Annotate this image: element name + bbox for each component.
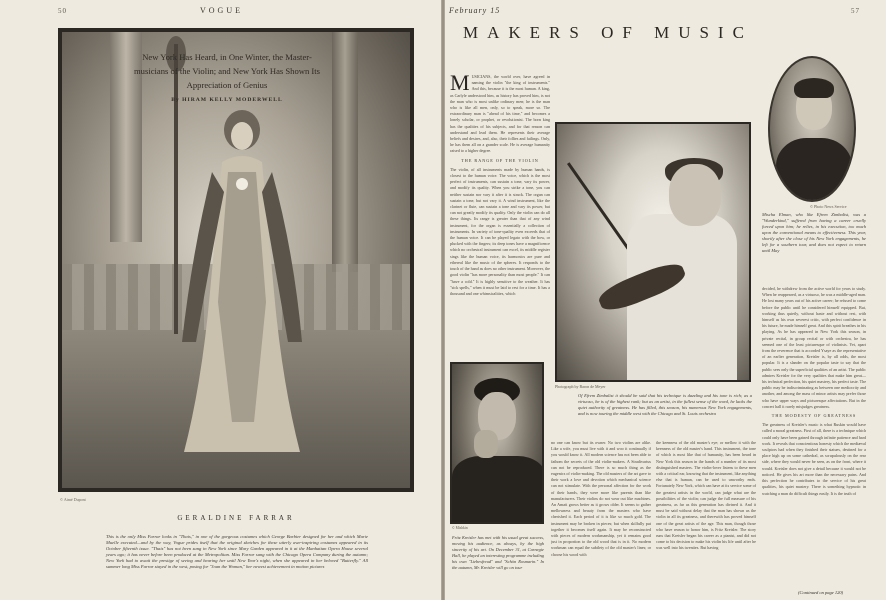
column-2-text: no one can know but its owner. No two violins are alike. Like a wife, you must live with it and woo it continually if you would know it. All modern science has not been able to fathom the secrets of the old violin-makers. A Stradivarius can not be reproduced. There is so much thing as the eugenics of violin-making. The old masters of the art gave to their work a love and devotion which mechanical science can not stimulate. With the personal affection for the work of their hands, they were more like parents than like manufacturers. Their violins do not wear out like machines. An Amati grows better as it grows older. It seems to gather mellowness and beauty from the masters who have cherished it. Each period of it is like so much gold. The instrument may be broken in pieces; but when skilfully put together it becomes itself again. It may be reconstructed with pieces of modern workmanship, yet it remains good just in proportion to the old wood that is in it. No modern workman can equal the subtlety of the old master's lines; or choose his wood with — [551, 440, 651, 557]
subhead-modesty-of-greatness: THE MODESTY OF GREATNESS — [771, 413, 857, 419]
byline: By HIRAM KELLY MODERWELL — [171, 97, 283, 103]
headline: MAKERS OF MUSIC — [463, 23, 753, 42]
deck: New York Has Heard, in One Winter, the Master-musicians of the Violin; and New York Has Shown Its Appreciation of Genius — [134, 52, 320, 90]
column-3-text: the keenness of the old master's eye; or mellow it with the keenness of the old master's hand. This instrument, the tone of which is most like that of humanity, has been heard in New York this season in the hands of a number of its most distinguished masters. The violin-lover listens to these men with a critical ear, knowing that the instrument, like anything else that is human, can be used to unworthy ends. Fortunately New York, which can have at its service some of the greatest artists in the world, can judge what are the possibilities of the violin; can judge the full measure of his greatness, as far as this generation has divined it. And it must be said without delay that the man has shown us the violin in all its greatness, and therewith has proved himself one of the great artists of the age. This man, though those who have reason to honor him, is Fritz Kreisler. The story runs that Kreisler began his career as a pianist, and did not come to his decision to make his violin his life until after he was well into his twenties. But having — [656, 440, 756, 551]
page-number-left: 50 — [58, 7, 67, 15]
article-column-4 — [762, 286, 866, 588]
costumed-figure — [182, 92, 302, 462]
column-1-text: USICIANS, the world over, have agreed in naming the violin "the king of instruments." And this, because it is the most human. A king, as Carlyle understood him, as history has proved him, is not the man who is most unlike ordinary men; he is the man who is like all men, only, so to speak, more so. The extraordinary man is "ahead of his time," and becomes a lonely scholar, or prophet, or revolutionist. The born king has the qualities of his subjects, and for that reason can understand and lead them. He represents their average beliefs and desires, and, also, their follies and failings. Only, he has them all on a grander scale. He is average humanity raised to a higher degree. — [450, 74, 550, 154]
oval-photo-credit: © Photo News Service — [810, 204, 847, 209]
column-1-text-2: The violin, of all instruments made by human hands, is closest to the human voice. The voice, which is the most perfect of instruments, can sustain a tone, vary its power, and modify its quality. When you strike a tone, you can neither sustain nor vary it after it is struck. The organ can sustain a tone, but not vary it. A wind instrument, like the clarinet or flute, can sustain a tone and vary its power, but can not greatly modify its quality. Only the violin can do all these things. Its range is greater than that of any wind instrument, for the organ is essentially a collection of instruments. In variety of tone-quality even exceeds that of the human voice. It can be played legato with the bow, or plucked with the fingers; its deep tones have a magnificence which no orchestral instrument can excel, its middle register sings like the human voice, its harmonics are pure and ethereal like the music of the spheres. It responds to the touch of the hand as does no other instrument. Moreover, the good violin "has more personality than most people." It can "have a cold." It is highly sensitive to the weather. It has "sick spells," when it must be laid to rest for a time. It has a thousand and one whimsicalities, which — [450, 166, 550, 296]
subhead-range-of-violin: THE RANGE OF THE VIOLIN — [461, 157, 539, 163]
small-portrait-credit: © Mishkin — [452, 526, 468, 530]
kreisler-caption: Fritz Kreisler has met with his usual great success, moving his audience, as always, by the high sincerity of his art. On December 31, at Carnegie Hall, he played an interesting programme including his own "Liebesfreud" and "Schön Rosmarin." In the autumn, Mr. Kreisler will go on tour — [452, 535, 544, 570]
photo-credit: © Aimé Dupont — [60, 497, 86, 502]
page-number-right: 57 — [851, 7, 860, 15]
column-4-text: decided, he withdrew from the active world for years to study. When he reappeared, as a virtuoso, he was a middle-aged man. He lost many years out of his active career; he refused to come before the public until he considered himself equipped. But, working thus quietly, without haste and without rest, with himself as his own severest critic, with perfect confidence in his future, he made himself great. And this spirit breathes in his playing. As he has appeared in New York this season, in private recital, in group recital or with orchestra, he has seemed one of the least picturesque of violinists. Yet, apart from the reverence that is accorded Ysaye as the representative of an earlier generation, Kreisler is, by all odds, the most popular. It is a slander on the popular taste to say that the public sees only the superficial qualities of an artist. The public admires Kreisler for the very qualities that make him great—his technical perfection, his quiet mastery, his perfect taste. The public may be indiscriminating as between one mediocrity and another, and among the mass of minor artists may prefer those who have upper ways and picturesque affectations. But in the concert hall it rarely misjudges greatness. — [762, 286, 866, 409]
caption-title: GERALDINE FARRAR — [177, 514, 295, 522]
portrait-coat — [776, 138, 852, 202]
elman-caption: Mischa Elman, who like Efrem Zimbalist, was a "Wunderkind," suffered from having a career cruelly forced upon him; he relies, in his execution, too much upon the conventional means to effectiveness. This year, shortly after the close of his New York engagements, he left for a southern tour, and does not expect to return until May — [762, 212, 866, 253]
zimbalist-caption: Of Efrem Zimbalist it should be said that his technique is dazzling and his tone is rich; as a virtuoso, he is of the highest rank; but as an artist, in the fullest sense of the word, he lacks the quiet authority of greatness. He has filled, this season, his numerous New York engagements, and is now touring the middle west with the Chicago and St. Louis orchestra — [578, 393, 752, 416]
elman-portrait — [768, 56, 856, 202]
zimbalist-photo — [555, 122, 751, 382]
portrait-coat — [452, 456, 544, 524]
portrait-hair — [794, 78, 834, 98]
violin-photo-credit: Photograph by Baron de Meyer — [555, 384, 606, 389]
drop-cap: M — [450, 74, 470, 95]
stone-column-right — [332, 32, 358, 272]
portrait-hand — [474, 430, 498, 458]
violinist-head — [669, 164, 721, 226]
column-4-text-2: The greatness of Kreisler's music is what Ruskin would have called a moral greatness. First of all, there is a technique which could only have been gained through infinite patience and hard work. It reveals that conscientious honesty which the mediæval sculptors had when they finished their statues, destined for a place high up on some cathedral, as scrupulously on the rear side, where they would never be seen, as on the front, where it would. Kreisler does not give a detail because it would not be noticed. He gives his art more than the necessary pains. And this perfection he contributes to the service of his great qualities, his quiet mastery. There is something hypnotic in watching a man do difficult things easily. It is the truth of — [762, 422, 866, 496]
continued-note: (Continued on page 120) — [798, 590, 844, 595]
running-head: VOGUE — [200, 6, 243, 15]
issue-date: February 15 — [449, 6, 501, 15]
kreisler-portrait — [450, 362, 544, 524]
article-column-3 — [656, 440, 756, 600]
article-column-2 — [551, 440, 651, 600]
caption-text: This is the only Miss Farrar looks in "Thais," in one of the gorgeous costumes which George Barbier designed for her and which Marie Muelle executed—and by the way, Vogue prides itself that the original sketches for these utterly awe-inspiring costumes appeared in its October fifteenth issue. "Thais" has not been sung in New York since Mary Garden appeared in it at the Manhattan Opera House several years ago; it has never before been produced at the Metropolitan. Miss Farrar sang with the Chicago Opera Company during the autumn; New York had to await the prestige of seeing and hearing her until New Year's night, when she appeared in her beloved "Butterfly." All summer long Miss Farrar stayed in the west, posing for "Joan the Woman," her newest achievement in motion pictures — [106, 534, 368, 569]
article-column-1 — [450, 74, 550, 358]
